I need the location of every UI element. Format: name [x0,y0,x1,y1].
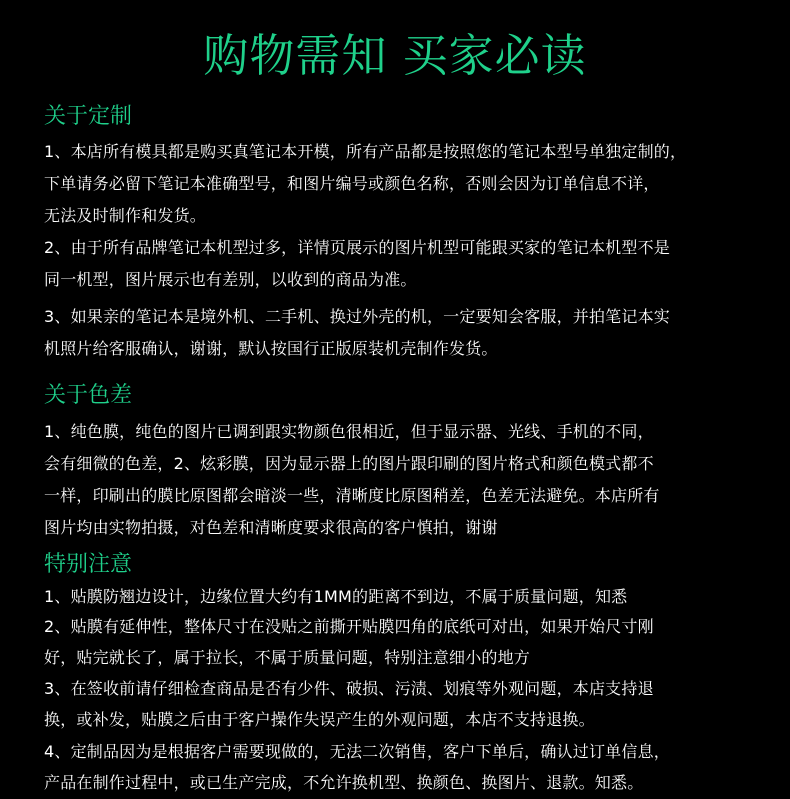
customization-line-1: 1、本店所有模具都是购买真笔记本开模，所有产品都是按照您的笔记本型号单独定制的， [44,142,687,161]
notice-line-3: 好，贴完就长了，属于拉长，不属于质量问题，特别注意细小的地方 [44,648,531,667]
section-heading-color-difference: 关于色差 [44,383,133,408]
color-line-4: 图片均由实物拍摄，对色差和清晰度要求很高的客户慎拍，谢谢 [44,518,498,537]
customization-line-2: 下单请务必留下笔记本准确型号，和图片编号或颜色名称，否则会因为订单信息不详， [44,174,660,193]
page-title: 购物需知 买家必读 [203,29,587,82]
notice-line-5: 换，或补发，贴膜之后由于客户操作失误产生的外观问题，本店不支持退换。 [44,710,595,729]
color-line-1: 1、纯色膜，纯色的图片已调到跟实物颜色很相近，但于显示器、光线、手机的不同， [44,422,654,441]
notice-line-7: 产品在制作过程中，或已生产完成，不允许换机型、换颜色、换图片、退款。知悉。 [44,773,644,792]
notice-line-2: 2、贴膜有延伸性，整体尺寸在没贴之前撕开贴膜四角的底纸可对出，如果开始尺寸刚 [44,617,654,636]
customization-line-5: 同一机型，图片展示也有差别，以收到的商品为准。 [44,270,417,289]
customization-line-3: 无法及时制作和发货。 [44,206,207,225]
color-line-3: 一样，印刷出的膜比原图都会暗淡一些，清晰度比原图稍差，色差无法避免。本店所有 [44,486,660,505]
customization-line-7: 机照片给客服确认，谢谢，默认按国行正版原装机壳制作发货。 [44,339,498,358]
color-line-2: 会有细微的色差，2、炫彩膜，因为显示器上的图片跟印刷的图片格式和颜色模式都不 [44,454,654,473]
customization-line-6: 3、如果亲的笔记本是境外机、二手机、换过外壳的机，一定要知会客服，并拍笔记本实 [44,307,670,326]
notice-line-4: 3、在签收前请仔细检查商品是否有少件、破损、污渍、划痕等外观问题，本店支持退 [44,679,654,698]
section-heading-special-notice: 特别注意 [44,552,133,577]
notice-line-1: 1、贴膜防翘边设计，边缘位置大约有1MM的距离不到边，不属于质量问题，知悉 [44,587,628,606]
section-heading-customization: 关于定制 [44,104,133,129]
customization-line-4: 2、由于所有品牌笔记本机型过多，详情页展示的图片机型可能跟买家的笔记本机型不是 [44,238,670,257]
notice-line-6: 4、定制品因为是根据客户需要现做的，无法二次销售，客户下单后，确认过订单信息， [44,742,670,761]
